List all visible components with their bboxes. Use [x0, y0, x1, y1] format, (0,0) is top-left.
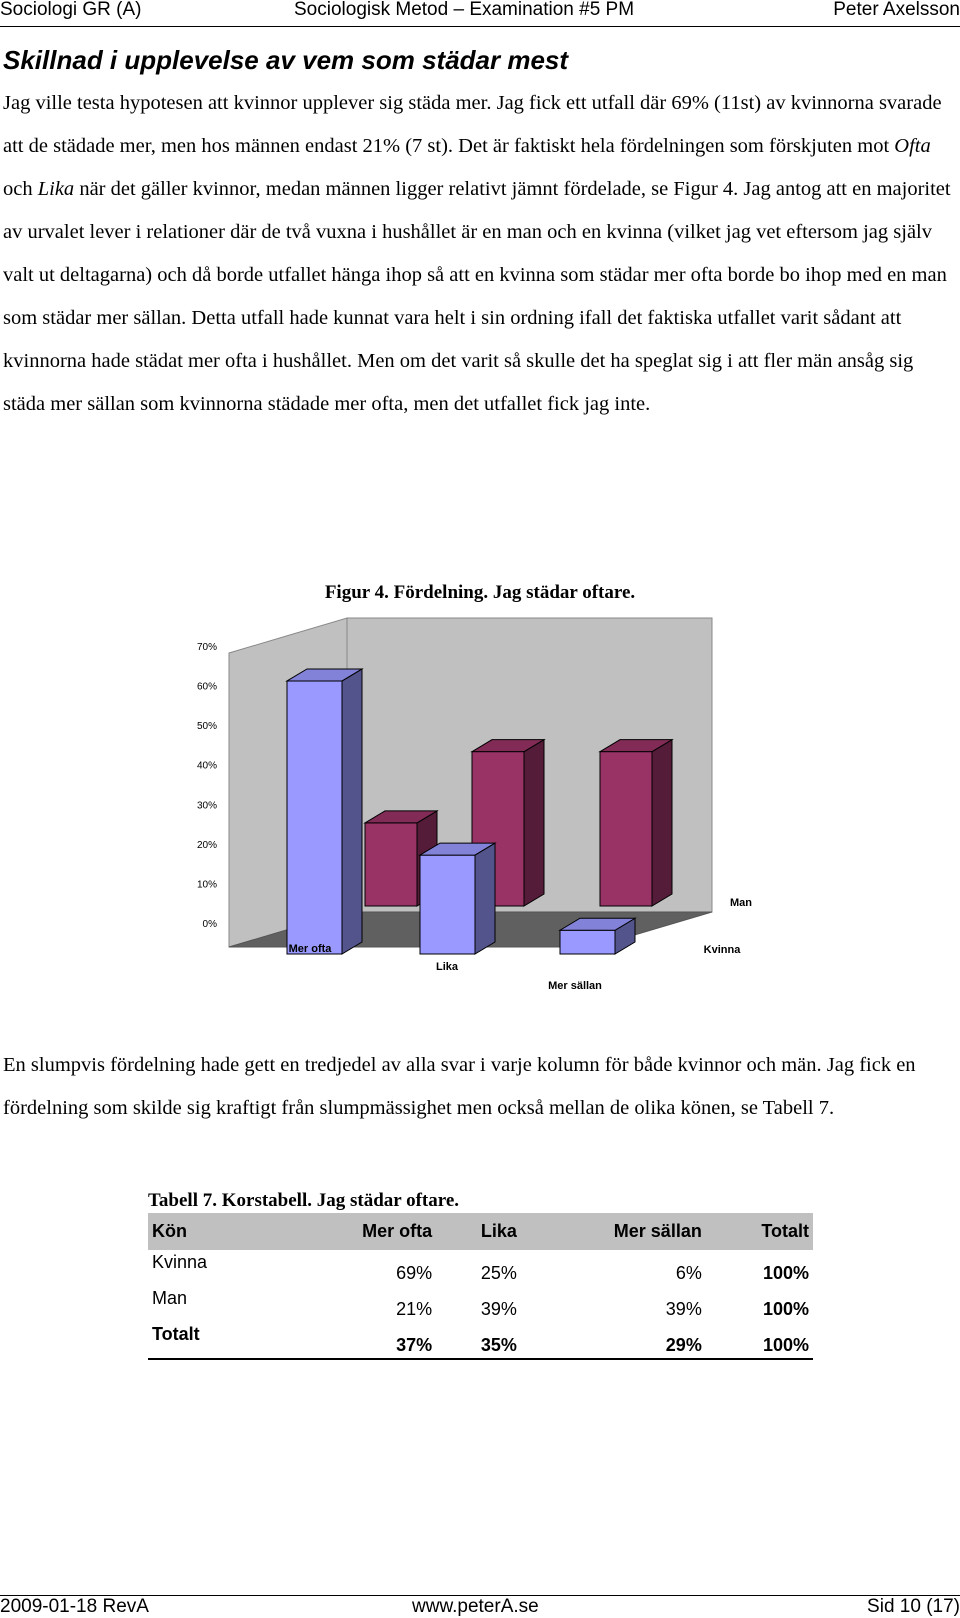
- footer-date: 2009-01-18 RevA: [0, 1596, 149, 1617]
- header-title: Sociologisk Metod – Examination #5 PM: [294, 0, 635, 20]
- bar-side-kvinna-0: [342, 669, 362, 954]
- header-course: Sociologi GR (A): [0, 0, 142, 20]
- table-cell: 21%: [396, 1299, 433, 1319]
- paragraph-text: och: [3, 178, 38, 200]
- y-tick-label: 30%: [196, 800, 217, 812]
- bar-side-kvinna-1: [475, 843, 495, 954]
- table-cell: 25%: [480, 1263, 517, 1283]
- body-paragraph-1: [3, 82, 957, 426]
- bar-man-2: [600, 752, 652, 906]
- row-label: Kvinna: [152, 1252, 208, 1272]
- table-cell: 6%: [675, 1263, 702, 1283]
- figure-caption: Figur 4. Fördelning. Jag städar oftare.: [324, 582, 636, 603]
- table-caption: Tabell 7. Korstabell. Jag städar oftare.: [148, 1190, 460, 1211]
- row-label: Man: [152, 1288, 188, 1308]
- footer-website: www.peterA.se: [412, 1596, 539, 1617]
- page-footer: [0, 1595, 960, 1617]
- emphasis-lika: Lika: [37, 178, 75, 200]
- column-header: Lika: [436, 1213, 521, 1250]
- page-header: [0, 0, 960, 27]
- y-tick-label: 70%: [196, 642, 217, 653]
- column-header: Mer ofta: [286, 1213, 436, 1250]
- row-label: Totalt: [148, 1322, 286, 1359]
- y-tick-label: 40%: [196, 760, 217, 772]
- table-cell: 37%: [286, 1322, 436, 1359]
- bar-kvinna-1: [420, 855, 475, 954]
- table-cell: 69%: [396, 1263, 433, 1283]
- table-cell: 39%: [665, 1299, 702, 1319]
- table-cell: 29%: [521, 1322, 706, 1359]
- table-header-row: [148, 1213, 813, 1250]
- table-cell: 100%: [762, 1263, 809, 1283]
- emphasis-ofta: Ofta: [894, 135, 931, 157]
- paragraph-text: Jag ville testa hypotesen att kvinnor upplever sig städa mer. Jag fick ett utfall där 69% (11st) av kvinnorna svarade att de städade mer, men hos männen endast 21% (7 st). Det är faktiskt hela fördelningen som förskjuten mot: [3, 92, 942, 157]
- bar-chart-3d: [0, 610, 960, 1030]
- column-header: Totalt: [706, 1213, 813, 1250]
- y-tick-label: 10%: [196, 879, 217, 891]
- body-paragraph-2: En slumpvis fördelning hade gett en tredjedel av alla svar i varje kolumn för både kvinnor och män. Jag fick en fördelning som skilde sig kraftigt från slumpmässighet men också mellan de olika könen, se Tabell 7.: [3, 1054, 916, 1119]
- table-row: [148, 1286, 813, 1322]
- table-cell: 39%: [480, 1299, 517, 1319]
- bar-side-man-1: [524, 740, 544, 906]
- table-row-total: [148, 1322, 813, 1359]
- crosstab-table: [148, 1213, 813, 1360]
- category-label: Lika: [435, 961, 459, 973]
- bar-kvinna-2: [560, 930, 615, 954]
- paragraph-text: när det gäller kvinnor, medan männen ligger relativt jämnt fördelade, se Figur 4. Jag antog att en majoritet av urvalet lever i relationer där de två vuxna i hushållet är en man och en kvinna (vilket jag vet eftersom jag själv valt ut deltagarna) och då borde utfallet hänga ihop så att en kvinna som städar mer ofta borde bo ihop med en man som städar mer sällan. Detta utfall hade kunnat vara helt i sin ordning ifall det faktiska utfallet varit sådant att kvinnorna hade städat mer ofta i hushållet. Men om det varit så skulle det ha speglat sig i att fler män ansåg sig städa mer sällan som kvinnorna städade mer ofta, men det utfallet fick jag inte.: [3, 178, 951, 415]
- category-label: Mer sällan: [548, 980, 602, 992]
- table-cell: 100%: [706, 1322, 813, 1359]
- table-cell: 100%: [762, 1299, 809, 1319]
- y-tick-label: 0%: [202, 919, 217, 930]
- header-author: Peter Axelsson: [833, 0, 960, 20]
- y-tick-label: 50%: [196, 721, 217, 733]
- column-header: Kön: [148, 1213, 286, 1250]
- bar-man-0: [365, 823, 417, 906]
- y-tick-label: 20%: [196, 839, 217, 851]
- y-axis-ticks: [197, 642, 217, 930]
- bar-kvinna-0: [287, 681, 342, 954]
- series-label: Kvinna: [703, 944, 741, 956]
- bar-side-man-2: [652, 740, 672, 906]
- category-label: Mer ofta: [288, 943, 332, 955]
- column-header: Mer sällan: [521, 1213, 706, 1250]
- section-heading: Skillnad i upplevelse av vem som städar mest: [3, 45, 569, 75]
- y-tick-label: 60%: [196, 681, 217, 693]
- series-label: Man: [730, 897, 752, 909]
- table-row: [148, 1250, 813, 1286]
- table-cell: 35%: [436, 1322, 521, 1359]
- footer-page-number: Sid 10 (17): [867, 1596, 960, 1617]
